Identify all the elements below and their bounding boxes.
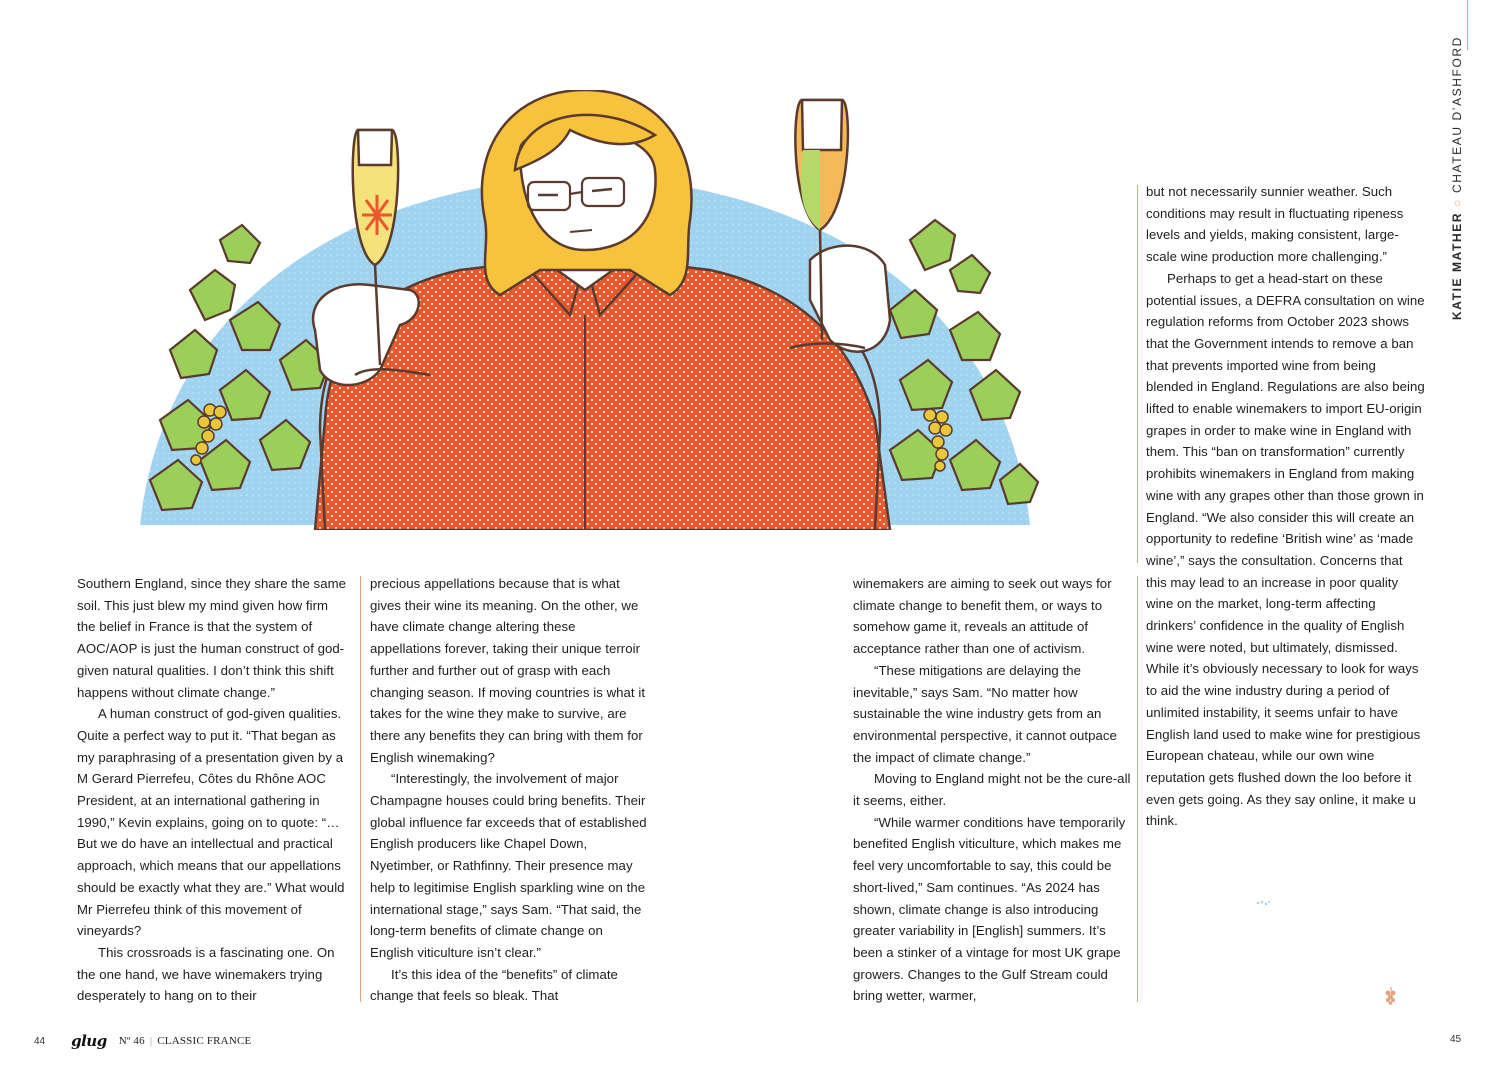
magazine-logo: glug [71,1032,107,1050]
column-rule-left [360,576,361,1002]
body-column-3 [853,573,1135,1007]
section-name: CLASSIC FRANCE [157,1035,252,1047]
paragraph: but not necessarily sunnier weather. Such conditions may result in fluctuating ripeness levels and yields, making consistent, large-scale wine production more challenging.” [1146,184,1404,265]
top-accent-rule [1467,0,1468,50]
column-rule-upper-right [1137,185,1138,563]
page-number-left: 44 [34,1035,46,1047]
footer-separator: | [149,1035,153,1047]
footer-left [34,1031,251,1051]
paragraph: A human construct of god-given qualities. Quite a perfect way to put it. “That began as my paraphrasing of a presentation given by a M Gerard Pierrefeu, Côtes du Rhône AOC President, at an international gathering in 1990,” Kevin explains, going on to quote: “… But we do have an intellectual and practical approach, which means that our appellations should be exactly what they are.” What would Mr Pierrefeu think of this movement of vineyards? [77,706,345,939]
decorative-speck [1254,898,1272,908]
paragraph: “These mitigations are delaying the inevitable,” says Sam. “No matter how sustainable the wine industry gets from an environmental perspective, it cannot outpace the impact of climate change.” [853,662,1117,765]
column-rule-right [1137,576,1138,1002]
byline-separator: ○ [1450,198,1464,207]
issue-number: Nº 46 [118,1035,145,1047]
paragraph: “While warmer conditions have temporarily benefited English viticulture, which makes me feel very uncomfortable to say, this could be short-lived,” Sam continues. “As 2024 has shown, climate change is also introducing greater variability in [English] summers. It’s been a stinker of a vintage for most UK grape growers. Changes to the Gulf Stream could bring wetter, warmer, [853,814,1126,1004]
paragraph: winemakers are aiming to seek out ways for climate change to benefit them, or ways to somehow game it, reveals an attitude of acceptance rather than one of activism. [853,576,1112,657]
paragraph: precious appellations because that is what gives their wine its meaning. On the other, we have climate change altering these appellations forever, taking their unique terroir further and further out of grasp with each changing season. If moving countries is what it takes for the wine they make to survive, are there any benefits they can bring with them for English winemaking? [370,576,646,765]
paragraph: Moving to England might not be the cure-all it seems, either. [853,771,1131,809]
paragraph: Perhaps to get a head-start on these potential issues, a DEFRA consultation on wine regulation reforms from October 2023 shows that the Government intends to remove a ban that prevents imported wine from being blended in England. Regulations are also being lifted to enable winemakers to import EU-origin grapes in order to make wine in England with them. This “ban on transformation” currently prohibits winemakers in England from making wine with any grapes other than those grown in England. “We also consider this will create an opportunity to redefine ‘British wine’ as ‘made wine’,” says the consultation. Concerns that this may lead to an increase in poor quality wine on the market, long-term affecting drinkers’ confidence in the quality of English wine were noted, but ultimately, dismissed. While it’s obviously necessary to look for ways to aid the wine industry during a period of unlimited instability, it seems unfair to have English land used to make wine for prestigious European chateau, while our own wine reputation gets flushed down the loo before it even gets going. As they say online, it make u think. [1146,270,1425,829]
paragraph: It’s this idea of the “benefits” of climate change that feels so bleak. That [370,966,618,1004]
body-column-4 [1146,181,1426,832]
author-affiliation: CHATEAU D’ASHFORD [1450,36,1464,194]
body-column-2 [370,573,650,1007]
wine-tasting-illustration [130,90,1040,530]
paragraph: This crossroads is a fascinating one. On the one hand, we have winemakers trying desperately to hang on to their [77,944,335,1004]
issue-label [119,1035,252,1047]
author-name: KATIE MATHER [1450,211,1464,320]
page-number-right: 45 [1450,1034,1462,1045]
paragraph: “Interestingly, the involvement of major Champagne houses could bring benefits. Their global influence far exceeds that of established English producers like Chapel Down, Nyetimber, or Rathfinny. Their presence may help to legitimise English sparkling wine on the international stage,” says Sam. “That said, the long-term benefits of climate change on English viticulture isn’t clear.” [370,771,647,960]
grape-end-mark-icon [1384,987,1398,1005]
body-column-1 [77,573,349,1007]
paragraph: Southern England, since they share the same soil. This just blew my mind given how firm the belief in France is that the system of AOC/AOP is just the human construct of god-given natural qualities. I don’t think this shift happens without climate change.” [77,576,346,700]
byline [1450,36,1464,320]
